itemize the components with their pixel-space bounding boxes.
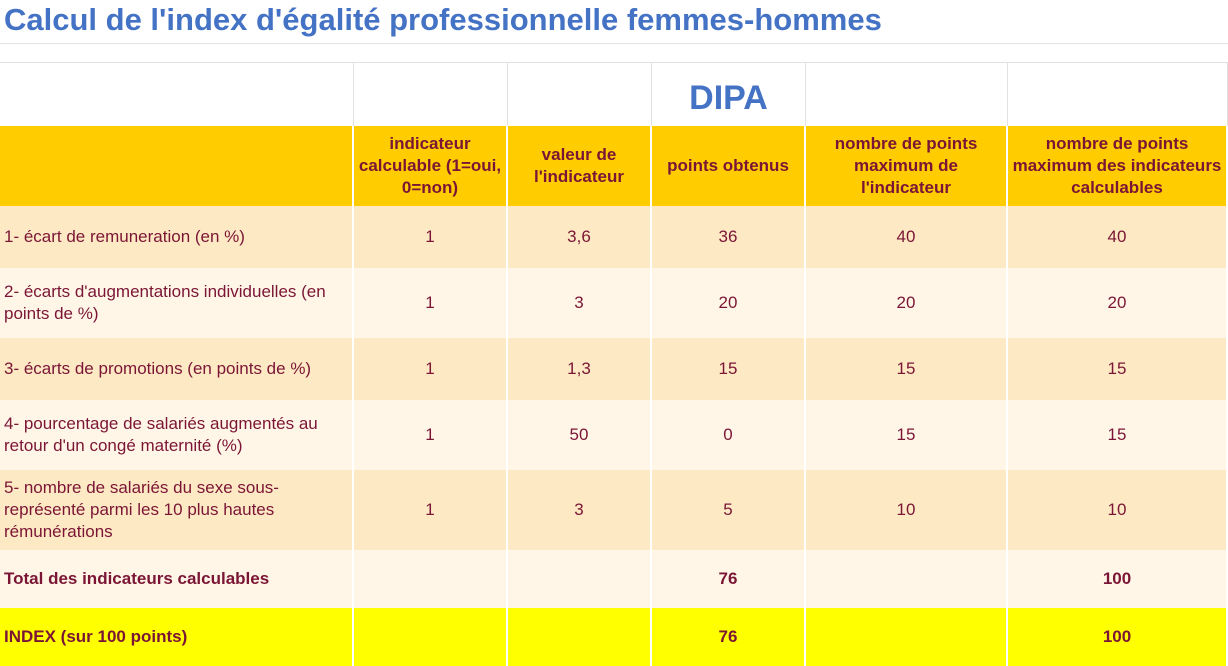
empty-cell[interactable] [354,62,508,126]
header-max-points[interactable]: nombre de points maximum de l'indicateur [806,126,1008,206]
calculable-cell[interactable]: 1 [354,470,508,550]
header-max-calculable[interactable]: nombre de points maximum des indicateurs calculables [1008,126,1228,206]
calculable-cell[interactable]: 1 [354,268,508,338]
indicator-label[interactable]: 2- écarts d'augmentations individuelles (en points de %) [0,268,354,338]
calculable-cell[interactable]: 1 [354,400,508,470]
calculable-cell[interactable]: 1 [354,338,508,400]
total-label[interactable]: Total des indicateurs calculables [0,550,354,608]
points-cell[interactable]: 20 [652,268,806,338]
empty-cell[interactable] [0,62,354,126]
value-cell[interactable]: 3,6 [508,206,652,268]
index-table [0,62,1228,666]
header-calculable[interactable]: indicateur calculable (1=oui, 0=non) [354,126,508,206]
max-points-cell[interactable]: 40 [806,206,1008,268]
max-points-cell[interactable]: 15 [806,400,1008,470]
empty-cell[interactable] [508,608,652,666]
index-label[interactable]: INDEX (sur 100 points) [0,608,354,666]
value-cell[interactable]: 50 [508,400,652,470]
max-calculable-cell[interactable]: 20 [1008,268,1228,338]
empty-cell[interactable] [354,550,508,608]
page-title: Calcul de l'index d'égalité professionnelle femmes-hommes [4,2,882,37]
entity-name[interactable]: DIPA [652,62,806,126]
indicator-label[interactable]: 5- nombre de salariés du sexe sous-représenté parmi les 10 plus hautes rémunérations [0,470,354,550]
value-cell[interactable]: 3 [508,470,652,550]
max-calculable-cell[interactable]: 15 [1008,400,1228,470]
points-cell[interactable]: 5 [652,470,806,550]
title-row [0,0,1228,44]
empty-cell[interactable] [508,550,652,608]
max-points-cell[interactable]: 10 [806,470,1008,550]
empty-cell[interactable] [354,608,508,666]
header-indicator[interactable] [0,126,354,206]
total-max-calculable[interactable]: 100 [1008,550,1228,608]
points-cell[interactable]: 15 [652,338,806,400]
max-calculable-cell[interactable]: 40 [1008,206,1228,268]
empty-cell[interactable] [1008,62,1228,126]
max-calculable-cell[interactable]: 15 [1008,338,1228,400]
points-cell[interactable]: 36 [652,206,806,268]
indicator-label[interactable]: 1- écart de remuneration (en %) [0,206,354,268]
indicator-label[interactable]: 4- pourcentage de salariés augmentés au retour d'un congé maternité (%) [0,400,354,470]
empty-cell[interactable] [806,608,1008,666]
header-value[interactable]: valeur de l'indicateur [508,126,652,206]
points-cell[interactable]: 0 [652,400,806,470]
empty-cell[interactable] [806,550,1008,608]
header-points[interactable]: points obtenus [652,126,806,206]
index-points[interactable]: 76 [652,608,806,666]
indicator-label[interactable]: 3- écarts de promotions (en points de %) [0,338,354,400]
index-max-calculable[interactable]: 100 [1008,608,1228,666]
max-calculable-cell[interactable]: 10 [1008,470,1228,550]
value-cell[interactable]: 3 [508,268,652,338]
empty-cell[interactable] [508,62,652,126]
calculable-cell[interactable]: 1 [354,206,508,268]
total-points[interactable]: 76 [652,550,806,608]
max-points-cell[interactable]: 15 [806,338,1008,400]
value-cell[interactable]: 1,3 [508,338,652,400]
empty-cell[interactable] [806,62,1008,126]
max-points-cell[interactable]: 20 [806,268,1008,338]
